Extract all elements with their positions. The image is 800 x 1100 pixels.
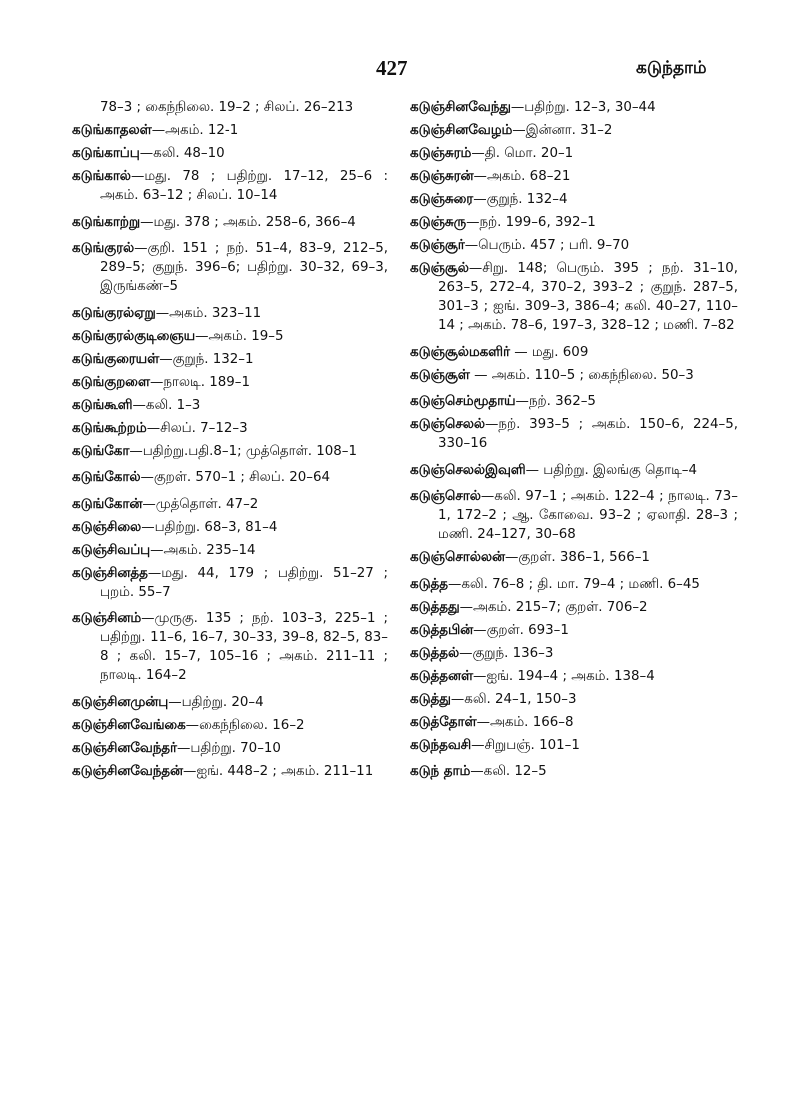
entry-references: —மது. 78 ; பதிற்று. 17–12, 25–6 : அகம். 63–12 ; சிலப். 10–14 (100, 169, 388, 203)
entry-references: —அகம். 68–21 (473, 169, 571, 184)
entry-headword: கடுஞ்செம்மூதாய் (410, 394, 516, 409)
index-entry (410, 461, 738, 480)
entry-references: — மது. 609 (509, 344, 589, 360)
index-entry (72, 239, 388, 296)
entry-references: —அகம். 235–14 (150, 542, 256, 558)
index-entry (410, 415, 738, 453)
index-entry (410, 690, 738, 709)
entry-references: —ஐங். 194–4 ; அகம். 138–4 (473, 668, 655, 684)
index-entry (72, 716, 388, 735)
entry-references: —நற். 199–6, 392–1 (466, 215, 596, 230)
index-entry (72, 762, 388, 781)
index-entry (72, 373, 388, 392)
page-number: 427 (376, 56, 408, 80)
entry-references: —குறள். 693–1 (473, 622, 569, 638)
index-entry (72, 396, 388, 415)
entry-headword: கடுங்குரையள் (72, 351, 160, 367)
index-entry (72, 518, 388, 537)
entry-references: —சிறு. 148; பெரும். 395 ; நற். 31–10, 263–5, 272–4, 370–2, 393–2 ; குறுந். 287–5, 301–3 ; ஐங். 309–3, 386–4; கலி. 40–27, 110–14 ; அகம். 78–6, 197–3, 328–12 ; மணி. 7–82 (438, 261, 738, 333)
entry-headword: கடுங்குரல்ஏறு (72, 305, 156, 321)
entry-references: —தி. மொ. 20–1 (471, 146, 574, 161)
entry-references: —நாலடி. 189–1 (149, 374, 250, 390)
entry-headword: கடுத்தது (410, 599, 460, 615)
entry-references: —பதிற்று.பதி.8–1; முத்தொள். 108–1 (129, 443, 358, 459)
entry-references: —பதிற்று. 20–4 (168, 694, 264, 710)
index-entry (410, 144, 738, 163)
entry-headword: கடுந் தாம் (410, 764, 471, 779)
entry-headword: கடுஞ்சொல்லன் (410, 550, 505, 565)
index-entry (410, 762, 738, 781)
entry-references: —அகம். 215–7; குறள். 706–2 (459, 599, 648, 615)
entry-headword: கடுங்கோன் (72, 496, 143, 512)
index-entry (410, 392, 738, 411)
entry-headword: கடுஞ்சுரன் (410, 169, 474, 184)
index-entry (410, 366, 738, 385)
entry-references: —கலி. 97–1 ; அகம். 122–4 ; நாலடி. 73–1, 172–2 ; ஆ. கோவை. 93–2 ; ஏலாதி. 28–3 ; மணி. 24–127, 30–68 (438, 489, 738, 542)
index-entry (72, 739, 388, 758)
entry-references: —கலி. 1–3 (132, 397, 201, 413)
index-entry (72, 495, 388, 514)
entry-references: —நற். 393–5 ; அகம். 150–6, 224–5, 330–16 (438, 417, 738, 451)
entry-headword: கடுங்குறளை (72, 374, 150, 390)
entry-references: —குறி. 151 ; நற். 51–4, 83–9, 212–5, 289–5; குறுந். 396–6; பதிற்று. 30–32, 69–3, இருங்கண்–5 (100, 241, 388, 294)
entry-references: —பதிற்று. 70–10 (177, 740, 281, 756)
entry-headword: கடுஞ்சினம் (72, 611, 142, 626)
entry-references: —குறுந். 136–3 (459, 645, 554, 661)
index-entry (410, 236, 738, 255)
index-entry (410, 548, 738, 567)
index-entry (410, 98, 738, 117)
index-entry (410, 343, 738, 362)
index-entry (72, 609, 388, 685)
entry-headword: கடுங்குரல்குடிஞைய (72, 328, 196, 344)
index-entry (410, 167, 738, 186)
index-entry (410, 644, 738, 663)
entry-references: —குறள். 386–1, 566–1 (504, 550, 650, 565)
entry-references: —குறள். 570–1 ; சிலப். 20–64 (140, 470, 331, 485)
entry-headword: கடுஞ்சினவேந்து (410, 100, 511, 115)
entry-references: —நற். 362–5 (515, 394, 596, 409)
index-entry (410, 621, 738, 640)
entry-headword: கடுஞ்சிவப்பு (72, 542, 151, 558)
entry-references: —குறுந். 132–1 (159, 351, 254, 367)
index-entry (72, 693, 388, 712)
index-entry (72, 419, 388, 438)
entry-references: —கலி. 12–5 (470, 764, 547, 779)
entry-headword: கடுங்காப்பு (72, 146, 140, 161)
entry-headword: கடுத்து (410, 691, 451, 707)
entry-headword: கடுஞ்சினமுன்பு (72, 694, 169, 710)
index-column-right (410, 98, 738, 789)
entry-references: —சிலப். 7–12–3 (146, 420, 248, 436)
entry-references: 78–3 ; கைந்நிலை. 19–2 ; சிலப். 26–213 (100, 100, 354, 115)
index-entry (72, 98, 388, 117)
index-entry (72, 121, 388, 140)
running-head: கடுந்தாம் (636, 58, 707, 78)
entry-headword: கடுஞ்சுரை (410, 192, 474, 207)
entry-headword: கடுத்தல் (410, 645, 460, 661)
entry-references: —இன்னா. 31–2 (512, 123, 613, 138)
entry-references: —அகம். 166–8 (476, 714, 574, 730)
index-entry (410, 736, 738, 755)
entry-references: —அகம். 323–11 (155, 305, 262, 321)
entry-headword: கடுத்த (410, 576, 448, 592)
entry-references: —மது. 378 ; அகம். 258–6, 366–4 (140, 214, 356, 230)
entry-references: —பதிற்று. 68–3, 81–4 (141, 519, 278, 535)
entry-references: — பதிற்று. இலங்கு தொடி–4 (525, 462, 697, 478)
index-entry (72, 442, 388, 461)
entry-headword: கடுஞ்சூள் (410, 367, 470, 383)
index-entry (410, 121, 738, 140)
entry-headword: கடுங்கூற்றம் (72, 420, 147, 436)
index-entry (72, 327, 388, 346)
entry-headword: கடுஞ்சூல்மகளிர் (410, 344, 510, 360)
index-entry (410, 667, 738, 686)
index-entry (410, 713, 738, 732)
index-entry (410, 575, 738, 594)
entry-references: —அகம். 19–5 (195, 328, 284, 344)
index-entry (410, 213, 738, 232)
entry-headword: கடுஞ்செலல் (410, 417, 485, 432)
entry-headword: கடுஞ்சிலை (72, 519, 142, 535)
entry-headword: கடுஞ்சூல் (410, 261, 469, 276)
entry-references: —ஐங். 448–2 ; அகம். 211–11 (183, 763, 374, 779)
entry-headword: கடுத்தனள் (410, 668, 474, 684)
entry-headword: கடுங்கோ (72, 443, 130, 459)
index-entry (410, 259, 738, 335)
index-entry (410, 598, 738, 617)
index-entry (72, 304, 388, 323)
index-column-left (72, 98, 388, 788)
entry-headword: கடுஞ்செலல்இவுளி (410, 462, 526, 478)
entry-headword: கடுஞ்சூர் (410, 238, 465, 253)
entry-headword: கடுஞ்சுரு (410, 215, 467, 230)
entry-references: —பதிற்று. 12–3, 30–44 (510, 100, 656, 115)
entry-references: —மது. 44, 179 ; பதிற்று. 51–27 ; புறம். 55–7 (100, 565, 388, 600)
entry-references: —பெரும். 457 ; பரி. 9–70 (464, 238, 630, 253)
entry-headword: கடுஞ்சினத்த (72, 565, 148, 581)
entry-references: —அகம். 12-1 (151, 123, 239, 138)
index-entry (72, 541, 388, 560)
entry-headword: கடுஞ்சுரம் (410, 146, 472, 161)
entry-headword: கடுங்காதலள் (72, 123, 152, 138)
entry-headword: கடுந்தவசி (410, 737, 472, 753)
index-entry (72, 144, 388, 163)
entry-headword: கடுங்குரல் (72, 241, 135, 256)
entry-headword: கடுஞ்சொல் (410, 489, 481, 504)
index-entry (72, 468, 388, 487)
entry-references: —குறுந். 132–4 (473, 192, 568, 207)
entry-references: —கலி. 48–10 (139, 146, 225, 161)
entry-references: —கலி. 24–1, 150–3 (450, 691, 577, 707)
entry-references: —சிறுபஞ். 101–1 (471, 737, 580, 753)
index-entry (72, 167, 388, 205)
entry-references: —முருகு. 135 ; நற். 103–3, 225–1 ; பதிற்று. 11–6, 16–7, 30–33, 39–8, 82–5, 83–8 ; கலி. 15–7, 105–16 ; அகம். 211–11 ; நாலடி. 164–2 (100, 611, 388, 683)
index-entry (72, 564, 388, 602)
entry-headword: கடுத்தோள் (410, 714, 477, 730)
entry-references: —கைந்நிலை. 16–2 (185, 717, 305, 733)
entry-headword: கடுங்கால் (72, 169, 131, 184)
entry-headword: கடுத்தபின் (410, 622, 474, 638)
entry-references: —கலி. 76–8 ; தி. மா. 79–4 ; மணி. 6–45 (447, 576, 700, 592)
entry-references: — அகம். 110–5 ; கைந்நிலை. 50–3 (469, 367, 694, 383)
index-entry (72, 213, 388, 232)
entry-headword: கடுங்கோல் (72, 470, 141, 485)
entry-headword: கடுஞ்சினவேந்தன் (72, 763, 183, 779)
index-entry (410, 190, 738, 209)
entry-headword: கடுங்கூளி (72, 397, 133, 413)
entry-headword: கடுஞ்சினவேந்தர் (72, 740, 178, 756)
entry-headword: கடுஞ்சினவேங்கை (72, 717, 186, 733)
index-entry (410, 487, 738, 544)
entry-headword: கடுஞ்சினவேழம் (410, 123, 513, 138)
entry-headword: கடுங்காற்று (72, 214, 141, 230)
entry-references: —முத்தொள். 47–2 (142, 496, 259, 512)
index-entry (72, 350, 388, 369)
